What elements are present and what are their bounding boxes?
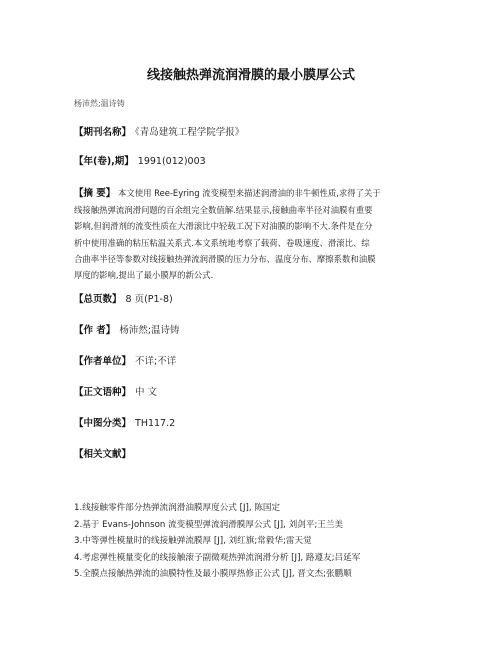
year-issue-value: 1991(012)003 xyxy=(137,156,206,167)
related-item[interactable]: 2.基于 Evans-Johnson 流变模型弹流润滑膜厚公式 [J], 刘剑平;王兰美 xyxy=(74,519,344,530)
journal-field xyxy=(74,126,244,140)
year-issue-field xyxy=(74,155,206,169)
abstract-text: 本文使用 Ree-Eyring 流变模型来描述润滑油的非牛顿性质,求得了关于 xyxy=(117,188,381,198)
abstract-block xyxy=(74,185,439,283)
abstract-line: 影响,但润滑剂的流变性质在大滑滚比中轻载工况下对油膜的影响不大.条件是在分 xyxy=(74,221,373,232)
affiliation-value: 不详;不详 xyxy=(135,356,177,367)
abstract-line: 厚度的影响,提出了最小膜厚的新公式. xyxy=(74,270,214,281)
affiliation-field xyxy=(74,355,176,369)
related-item[interactable]: 4.考虑弹性模量变化的线接触滚子副微观热弹流润滑分析 [J], 路遵友;吕延军 xyxy=(74,552,361,563)
abstract-label: 【摘 要】 xyxy=(74,188,116,199)
abstract-line: 析中使用准确的粘压粘温关系式.本文系统地考察了载荷、卷吸速度、滑滚比、综 xyxy=(74,237,370,248)
pages-value: 8 页(P1-8) xyxy=(125,294,173,305)
abstract-line: 合曲率半径等参数对线接触热弹流润滑膜的压力分布、温度分布、摩擦系数和油膜 xyxy=(74,253,376,264)
classification-field xyxy=(74,417,175,431)
classification-value: TH117.2 xyxy=(135,418,176,429)
language-label: 【正文语种】 xyxy=(74,387,132,398)
related-item[interactable]: 5.全膜点接触热弹流的油膜特性及最小膜厚热修正公式 [J], 晋文杰;张鹏顺 xyxy=(74,569,352,579)
related-list xyxy=(74,500,474,583)
related-heading xyxy=(74,448,131,462)
related-label: 【相关文献】 xyxy=(74,449,132,460)
related-item[interactable]: 3.中等弹性模量时的线接触弹流膜厚 [J], 刘红旗;常毅华;雷天觉 xyxy=(74,536,312,546)
author-label: 【作 者】 xyxy=(74,325,116,336)
abstract-line xyxy=(74,185,439,202)
language-value: 中 文 xyxy=(135,387,158,398)
author-field xyxy=(74,324,180,338)
authors-line: 杨沛然;温诗铸 xyxy=(74,99,125,108)
journal-label: 【期刊名称】 xyxy=(74,127,132,138)
journal-value: 《青岛建筑工程学院学报》 xyxy=(135,127,245,138)
author-value: 杨沛然;温诗铸 xyxy=(119,325,180,336)
pages-label: 【总页数】 xyxy=(74,294,122,305)
related-item[interactable]: 1.线接触零件部分热弹流润滑油膜厚度公式 [J], 陈国定 xyxy=(74,503,281,513)
pages-field xyxy=(74,293,173,307)
language-field xyxy=(74,386,157,400)
year-issue-label: 【年(卷),期】 xyxy=(74,156,134,167)
abstract-line: 线接触热弹流润滑问题的百余组完全数值解.结果显示,接触曲率半径对油膜有重要 xyxy=(74,205,373,216)
document-title: 线接触热弹流润滑膜的最小膜厚公式 xyxy=(146,68,355,83)
classification-label: 【中图分类】 xyxy=(74,418,132,429)
affiliation-label: 【作者单位】 xyxy=(74,356,132,367)
